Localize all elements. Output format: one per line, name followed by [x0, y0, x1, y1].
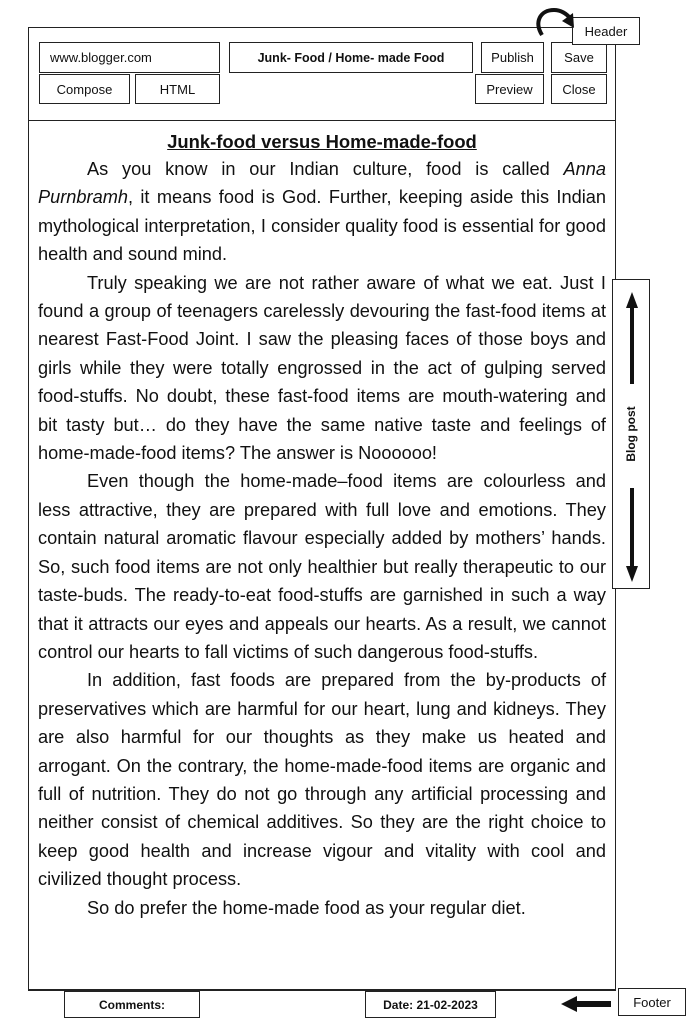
- paragraph-1-start: As you know in our Indian culture, food is called: [87, 159, 564, 179]
- url-field[interactable]: [39, 42, 220, 73]
- arrow-down-icon: [624, 488, 640, 582]
- paragraph-2: Truly speaking we are not rather aware of what we eat. Just I found a group of teenagers carelessly devouring the fast-food items at nearest Fast-Food Joint. I saw the pleasing faces of those boys and girls while they were totally engrossed in the act of gulping served food-stuffs. No doubt, these fast-food items are mouth-watering and bit tasty but… do they have the same native taste and feelings of home-made-food items? The answer is Noooooo!: [38, 272, 606, 464]
- comments-field[interactable]: [64, 991, 200, 1018]
- save-button[interactable]: [551, 42, 607, 73]
- header-annotation: [572, 17, 640, 45]
- post-heading: Junk-food versus Home-made-food: [167, 131, 477, 152]
- post-title-field-text: Junk- Food / Home- made Food: [257, 50, 445, 65]
- post-title-field[interactable]: [229, 42, 473, 73]
- paragraph-5: So do prefer the home-made food as your regular diet.: [87, 897, 526, 918]
- paragraph-3: Even though the home-made–food items are colourless and less attractive, they are prepared with full love and emotions. They contain natural aromatic flavour especially added by mothers’ hands. So, such food items are not only healthier but really therapeutic to our taste-buds. The ready-to-eat food-stuffs are garnished in such a way that it attracts our eyes and appeals our hearts. As a result, we cannot control our hearts to fall victims of such dangerous food-stuffs.: [38, 471, 606, 662]
- date-field: [365, 991, 496, 1018]
- curved-arrow-icon: [530, 4, 576, 38]
- tab-compose[interactable]: [39, 74, 130, 104]
- date-label: Date: 21-02-2023: [383, 997, 478, 1012]
- tab-html-label: HTML: [159, 81, 196, 97]
- publish-button[interactable]: [481, 42, 544, 73]
- paragraph-1: [38, 155, 606, 269]
- preview-button[interactable]: [475, 74, 544, 104]
- tab-compose-label: Compose: [56, 81, 113, 97]
- side-annotation-label: Blog post: [624, 406, 638, 462]
- arrow-up-icon: [624, 292, 640, 384]
- header-divider: [28, 120, 616, 121]
- header-annotation-text: Header: [584, 23, 628, 39]
- blog-post-body[interactable]: [38, 129, 606, 922]
- preview-button-label: Preview: [486, 81, 533, 97]
- paragraph-1-italic: Anna Purnbramh: [38, 159, 606, 208]
- close-button-label: Close: [562, 81, 596, 97]
- paragraph-1-end: , it means food is God. Further, keeping aside this Indian mythological interpretation, I consider quality food is essential for good health and sound mind.: [38, 187, 606, 265]
- tab-html[interactable]: [135, 74, 220, 104]
- paragraph-4: In addition, fast foods are prepared from the by-products of preservatives which are harmful for our heart, lung and kidneys. They are also harmful for our thoughts as they make us heated and arrogant. On the contrary, the home-made-food items are organic and full of nutrition. They do not go through any artificial processing and neither consist of chemical additives. So they are the right choice to keep good health and increase vigour and vitality with cool and civilized thought process.: [38, 670, 606, 890]
- publish-button-label: Publish: [491, 50, 534, 65]
- save-button-label: Save: [564, 50, 594, 65]
- footer-annotation: [618, 988, 686, 1016]
- close-button[interactable]: [551, 74, 607, 104]
- comments-label: Comments:: [98, 997, 165, 1012]
- url-text: www.blogger.com: [50, 50, 152, 65]
- footer-annotation-text: Footer: [633, 994, 671, 1010]
- arrow-left-icon: [561, 996, 611, 1012]
